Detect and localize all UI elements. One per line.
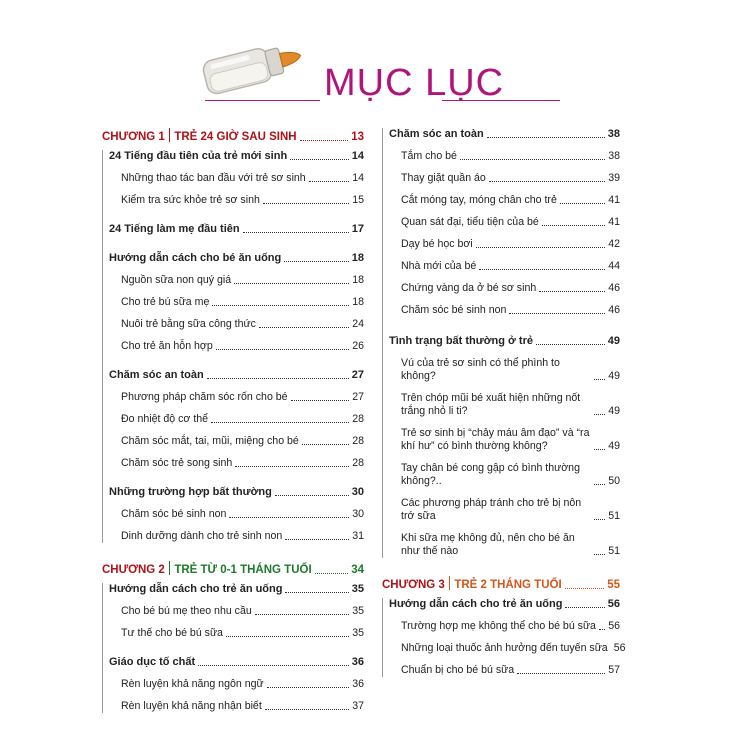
entry-page: 24 — [352, 318, 364, 330]
entry-page: 38 — [608, 150, 620, 162]
toc-entry[interactable] — [383, 238, 620, 251]
baby-bottle-icon — [198, 34, 310, 100]
entry-title: Nuôi trẻ bằng sữa công thức — [121, 318, 256, 330]
entry-page: 49 — [608, 370, 620, 382]
section-page: 14 — [351, 150, 364, 162]
entry-title: Cắt móng tay, móng chân cho trẻ — [401, 194, 557, 206]
section-heading[interactable] — [383, 128, 620, 141]
entry-title: Đo nhiệt độ cơ thể — [121, 413, 209, 425]
entry-page: 51 — [608, 510, 620, 522]
entry-title: Chăm sóc bé sinh non — [401, 304, 507, 316]
entry-page: 56 — [613, 642, 626, 654]
entry-title: Tư thế cho bé bú sữa — [121, 627, 223, 639]
toc-entry[interactable] — [383, 664, 620, 677]
toc-right-column — [382, 128, 626, 677]
toc-entry[interactable] — [383, 260, 620, 273]
entry-title: Cho trẻ bú sữa mẹ — [121, 296, 210, 308]
chapter-2-heading[interactable] — [102, 561, 364, 577]
page-title: MỤC LỤC — [324, 62, 505, 104]
section-title: Chăm sóc an toàn — [389, 128, 484, 140]
entry-page: 46 — [608, 304, 620, 316]
toc-entry[interactable] — [103, 457, 364, 470]
entry-page: 57 — [608, 664, 620, 676]
entry-title: Trẻ sơ sinh bị “chảy máu âm đạo” và “ra khí hư” có bình thường không? — [401, 427, 590, 452]
section-heading[interactable] — [103, 486, 364, 499]
entry-page: 35 — [352, 627, 364, 639]
entry-title: Nhà mới của bé — [401, 260, 477, 272]
entry-page: 50 — [608, 475, 620, 487]
entry-page: 44 — [608, 260, 620, 272]
chapter-3-label: CHƯƠNG 3 — [382, 579, 445, 591]
toc-entry[interactable] — [103, 508, 364, 521]
entry-page: 18 — [352, 296, 364, 308]
chapter-3-title: TRẺ 2 THÁNG TUỔI — [454, 579, 562, 591]
section-page: 36 — [351, 656, 364, 668]
toc-entry[interactable] — [103, 678, 364, 691]
section-heading[interactable] — [103, 252, 364, 265]
entry-title: Dạy bé học bơi — [401, 238, 473, 250]
section-page: 18 — [351, 252, 364, 264]
toc-entry[interactable] — [383, 620, 620, 633]
toc-entry[interactable] — [103, 172, 364, 185]
toc-entry[interactable] — [383, 172, 620, 185]
section-page: 35 — [351, 583, 364, 595]
toc-entry[interactable] — [383, 427, 620, 453]
chapter-1-label: CHƯƠNG 1 — [102, 131, 165, 143]
toc-entry[interactable] — [103, 413, 364, 426]
section-page: 49 — [607, 335, 620, 347]
entry-page: 41 — [608, 194, 620, 206]
entry-title: Rèn luyện khả năng nhận biết — [121, 700, 262, 712]
section-title: 24 Tiếng làm mẹ đầu tiên — [109, 223, 240, 235]
entry-title: Quan sát đại, tiểu tiện của bé — [401, 216, 539, 228]
chapter-3-page: 55 — [607, 579, 620, 591]
toc-entry[interactable] — [103, 700, 364, 713]
entry-title: Chăm sóc mắt, tai, mũi, miệng cho bé — [121, 435, 299, 447]
chapter-1-page: 13 — [351, 131, 364, 143]
entry-title: Chăm sóc bé sinh non — [121, 508, 227, 520]
chapter-1-heading[interactable] — [102, 128, 364, 144]
entry-title: Chăm sóc trẻ song sinh — [121, 457, 233, 469]
section-heading[interactable] — [103, 150, 364, 163]
entry-title: Thay giặt quần áo — [401, 172, 486, 184]
toc-entry[interactable] — [383, 194, 620, 207]
toc-entry[interactable] — [383, 462, 620, 488]
entry-title: Chứng vàng da ở bé sơ sinh — [401, 282, 537, 294]
entry-page: 27 — [352, 391, 364, 403]
entry-page: 49 — [608, 440, 620, 452]
toc-entry[interactable] — [103, 318, 364, 331]
entry-page: 41 — [608, 216, 620, 228]
toc-entry[interactable] — [383, 150, 620, 163]
entry-title: Tay chân bé cong gập có bình thường không?.. — [401, 462, 580, 487]
entry-title: Cho trẻ ăn hỗn hợp — [121, 340, 213, 352]
entry-title: Trường hợp mẹ không thể cho bé bú sữa — [401, 620, 596, 632]
entry-page: 30 — [352, 508, 364, 520]
section-title: Hướng dẫn cách cho trẻ ăn uống — [389, 598, 563, 610]
toc-entry[interactable] — [103, 435, 364, 448]
section-page: 56 — [607, 598, 620, 610]
toc-entry[interactable] — [103, 194, 364, 207]
toc-entry[interactable] — [383, 216, 620, 229]
section-title: 24 Tiếng đầu tiên của trẻ mới sinh — [109, 150, 288, 162]
chapter-2-sections-continued — [382, 128, 620, 558]
entry-page: 51 — [608, 545, 620, 557]
section-title: Hướng dẫn cách cho trẻ ăn uống — [109, 583, 283, 595]
chapter-1-sections — [102, 150, 364, 543]
section-page: 17 — [351, 223, 364, 235]
toc-entry[interactable] — [103, 391, 364, 404]
title-rule-right — [442, 100, 560, 101]
toc-entry[interactable] — [383, 642, 626, 655]
entry-title: Rèn luyện khả năng ngôn ngữ — [121, 678, 264, 690]
chapter-2-label: CHƯƠNG 2 — [102, 564, 165, 576]
section-title: Giáo dục tố chất — [109, 656, 196, 668]
entry-title: Chuẩn bị cho bé bú sữa — [401, 664, 515, 676]
toc-entry[interactable] — [103, 340, 364, 353]
entry-page: 14 — [352, 172, 364, 184]
section-title: Hướng dẫn cách cho bé ăn uống — [109, 252, 282, 264]
section-title: Chăm sóc an toàn — [109, 369, 204, 381]
entry-page: 15 — [352, 194, 364, 206]
toc-entry[interactable] — [383, 282, 620, 295]
entry-page: 49 — [608, 405, 620, 417]
section-page: 38 — [607, 128, 620, 140]
entry-title: Dinh dưỡng dành cho trẻ sinh non — [121, 530, 283, 542]
section-heading[interactable] — [103, 369, 364, 382]
toc-entry[interactable] — [383, 532, 620, 558]
entry-title: Vú của trẻ sơ sinh có thể phình to không? — [401, 357, 560, 382]
section-heading[interactable] — [383, 598, 620, 611]
toc-left-column — [102, 128, 364, 713]
entry-title: Tắm cho bé — [401, 150, 457, 162]
entry-page: 56 — [608, 620, 620, 632]
toc-entry[interactable] — [103, 274, 364, 287]
chapter-1-title: TRẺ 24 GIỜ SAU SINH — [174, 131, 297, 143]
section-heading[interactable] — [383, 335, 620, 348]
toc-entry[interactable] — [103, 296, 364, 309]
entry-title: Trên chóp mũi bé xuất hiện những nốt trắng nhỏ li ti? — [401, 392, 581, 417]
section-heading[interactable] — [103, 223, 364, 236]
section-page: 30 — [351, 486, 364, 498]
header — [0, 0, 750, 120]
entry-page: 42 — [608, 238, 620, 250]
entry-title: Nguồn sữa non quý giá — [121, 274, 232, 286]
entry-title: Khi sữa mẹ không đủ, nên cho bé ăn như thế nào — [401, 532, 575, 557]
section-heading[interactable] — [103, 583, 364, 596]
toc-entry[interactable] — [103, 605, 364, 618]
entry-page: 18 — [352, 274, 364, 286]
entry-page: 46 — [608, 282, 620, 294]
entry-page: 28 — [352, 457, 364, 469]
chapter-2-page: 34 — [351, 564, 364, 576]
toc-entry[interactable] — [383, 392, 620, 418]
section-page: 27 — [351, 369, 364, 381]
entry-title: Phương pháp chăm sóc rốn cho bé — [121, 391, 288, 403]
chapter-3-sections — [382, 598, 626, 677]
chapter-2-sections — [102, 583, 364, 713]
entry-title: Cho bé bú mẹ theo nhu cầu — [121, 605, 252, 617]
entry-title: Kiểm tra sức khỏe trẻ sơ sinh — [121, 194, 260, 206]
title-rule-left — [205, 100, 320, 101]
entry-page: 36 — [352, 678, 364, 690]
entry-page: 28 — [352, 435, 364, 447]
section-title: Tình trạng bất thường ở trẻ — [389, 335, 533, 347]
section-title: Những trường hợp bất thường — [109, 486, 272, 498]
entry-page: 28 — [352, 413, 364, 425]
section-heading[interactable] — [103, 656, 364, 669]
entry-page: 35 — [352, 605, 364, 617]
entry-page: 39 — [608, 172, 620, 184]
entry-title: Những loại thuốc ảnh hưởng đến tuyến sữa — [401, 642, 608, 654]
chapter-3-heading[interactable] — [382, 576, 620, 592]
toc-entry[interactable] — [103, 530, 364, 543]
toc-entry[interactable] — [383, 497, 620, 523]
entry-title: Các phương pháp tránh cho trẻ bị nôn trớ sữa — [401, 497, 582, 522]
entry-page: 26 — [352, 340, 364, 352]
toc-entry[interactable] — [383, 357, 620, 383]
toc-entry[interactable] — [103, 627, 364, 640]
chapter-2-title: TRẺ TỪ 0-1 THÁNG TUỔI — [174, 564, 312, 576]
entry-page: 31 — [352, 530, 364, 542]
toc-entry[interactable] — [383, 304, 620, 317]
entry-page: 37 — [352, 700, 364, 712]
entry-title: Những thao tác ban đầu với trẻ sơ sinh — [121, 172, 306, 184]
